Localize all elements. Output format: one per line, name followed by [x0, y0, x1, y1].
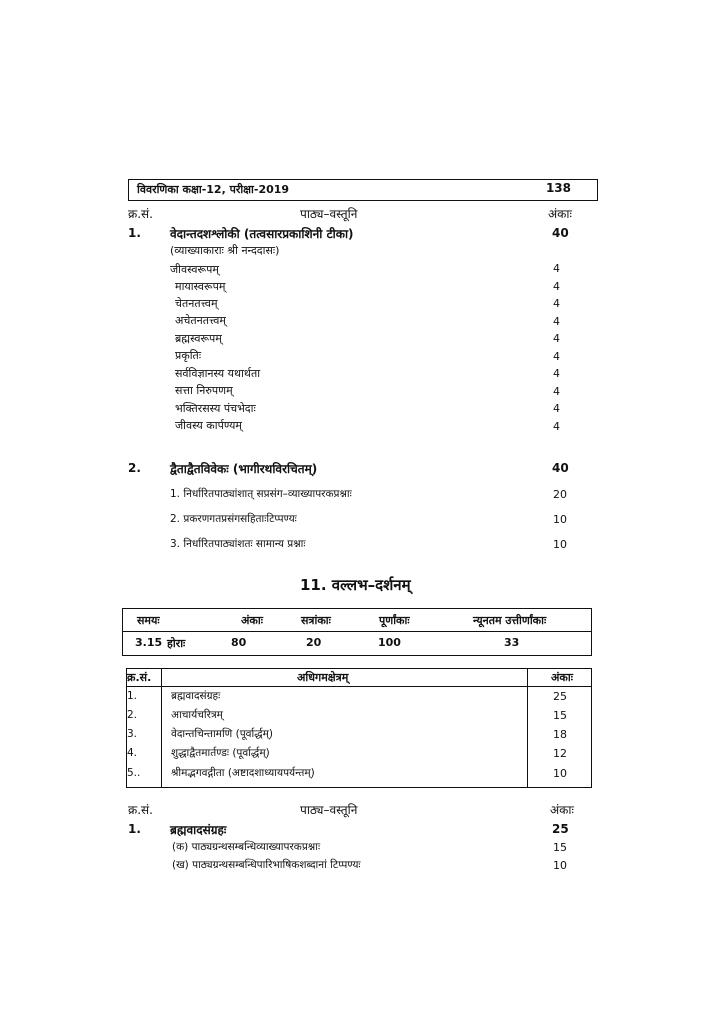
list-item-marks: 4: [553, 297, 560, 310]
table-row-sn: 4.: [127, 747, 138, 759]
list-item: 3. निर्धारितपाठ्यांशतः सामान्य प्रश्नाः: [170, 538, 306, 550]
list-item: अचेतनतत्त्वम्: [175, 314, 226, 327]
section-heading: 11. वल्लभ–दर्शनम्: [300, 576, 411, 594]
exam-v-total: 100: [378, 636, 401, 649]
list-item: 1. निर्धारितपाठ्यांशात् सप्रसंग–व्याख्यापरकप्रश्नाः: [170, 488, 352, 500]
list-item-marks: 10: [553, 513, 567, 526]
list-item-marks: 4: [553, 280, 560, 293]
list-item: सत्ता निरुपणम्: [175, 384, 233, 397]
table-row-marks: 10: [553, 767, 567, 780]
syllabus-h-marks: अंकाः: [551, 671, 573, 684]
exam-v-marks: 80: [231, 636, 247, 649]
t1-col-content: पाठ्य–वस्तूनि: [300, 207, 358, 221]
table-row-area: श्रीमद्भगवद्गीता (अष्टादशाध्यायपर्यन्तम्): [171, 767, 315, 779]
list-item-marks: 4: [553, 262, 560, 275]
t1-col-marks: अंकाः: [548, 207, 572, 221]
header-title: विवरणिका कक्षा-12, परीक्षा-2019: [137, 183, 290, 196]
page-number: 138: [545, 181, 571, 195]
syllabus-box: [126, 668, 592, 788]
t2-col-marks: अंकाः: [550, 803, 574, 817]
exam-v-time-num: 3.15: [135, 636, 163, 649]
table-row-area: शुद्धाद्वैतमार्तण्डः (पूर्वार्द्धम्): [171, 747, 270, 759]
exam-v-time-unit: होराः: [167, 637, 186, 650]
syllabus-col-divider: [527, 669, 528, 787]
table-row-marks: 25: [553, 690, 567, 703]
list-item-marks: 4: [553, 332, 560, 345]
t1-sec1-sub: (व्याख्याकाराः श्री नन्ददासः): [170, 244, 280, 257]
t1-sec1-num: 1.: [128, 226, 141, 240]
header-box: [128, 179, 598, 201]
table-row-marks: 18: [553, 728, 567, 741]
table-row-marks: 15: [553, 709, 567, 722]
t2-col-sn: क्र.सं.: [128, 803, 153, 817]
list-item-marks: 4: [553, 367, 560, 380]
exam-box-divider: [123, 631, 591, 632]
list-item-marks: 4: [553, 350, 560, 363]
exam-h-time: समयः: [137, 614, 160, 627]
table-row-area: वेदान्तचिन्तामणि (पूर्वार्द्धम्): [171, 728, 273, 740]
exam-h-total: पूर्णांकाः: [379, 614, 410, 627]
t1-sec1-title: वेदान्तदशश्लोकी (तत्वसारप्रकाशिनी टीका): [170, 227, 354, 241]
t1-sec2-marks: 40: [552, 461, 569, 475]
exam-info-box: [122, 608, 592, 656]
table-row-sn: 1.: [127, 690, 138, 702]
list-item: जीवस्य कार्पण्यम्: [175, 419, 243, 432]
list-item-marks: 10: [553, 538, 567, 551]
exam-v-min-pass: 33: [504, 636, 520, 649]
table-row-sn: 2.: [127, 709, 138, 721]
t1-sec2-num: 2.: [128, 461, 141, 475]
syllabus-h-sn: क्र.सं.: [127, 671, 152, 684]
t1-sec1-marks: 40: [552, 226, 569, 240]
list-item: (क) पाठ्यग्रन्थसम्बन्धिव्याख्यापरकप्रश्नाः: [172, 841, 321, 853]
t1-sec2-title: द्वैताद्वैतविवेकः (भागीरथविरचितम्): [170, 462, 318, 476]
list-item: ब्रह्मस्वरूपम्: [175, 332, 222, 345]
syllabus-col-divider: [161, 669, 162, 787]
syllabus-header-divider: [127, 686, 591, 687]
list-item: मायास्वरूपम्: [175, 280, 226, 293]
exam-h-session: सत्रांकाः: [301, 614, 331, 627]
list-item: भक्तिरसस्य पंचभेदाः: [175, 402, 256, 415]
list-item-marks: 10: [553, 859, 567, 872]
table-row-sn: 5..: [127, 767, 141, 779]
table-row-sn: 3.: [127, 728, 138, 740]
exam-v-session: 20: [306, 636, 322, 649]
list-item: (ख) पाठ्यग्रन्थसम्बन्धिपारिभाषिकशब्दानां टिप्पण्यः: [172, 859, 361, 871]
list-item-marks: 20: [553, 488, 567, 501]
list-item-marks: 15: [553, 841, 567, 854]
t2-sec1-num: 1.: [128, 822, 141, 836]
table-row-area: आचार्यचरित्रम्: [171, 709, 223, 721]
list-item: प्रकृतिः: [175, 349, 202, 362]
table-row-area: ब्रह्मवादसंग्रहः: [171, 690, 221, 702]
t2-sec1-title: ब्रह्मवादसंग्रहः: [170, 823, 227, 837]
list-item: 2. प्रकरणगतप्रसंगसहिताःटिप्पण्यः: [170, 513, 297, 525]
t2-col-content: पाठ्य–वस्तूनि: [300, 803, 358, 817]
list-item: चेतनतत्त्वम्: [175, 297, 218, 310]
t2-sec1-marks: 25: [552, 822, 569, 836]
list-item: जीवस्वरूपम्: [170, 263, 219, 276]
syllabus-h-area: अधिगमक्षेत्रम्: [297, 671, 349, 684]
list-item-marks: 4: [553, 402, 560, 415]
t1-col-sn: क्र.सं.: [128, 207, 153, 221]
list-item-marks: 4: [553, 385, 560, 398]
list-item-marks: 4: [553, 315, 560, 328]
list-item: सर्वविज्ञानस्य यथार्थता: [175, 367, 261, 380]
list-item-marks: 4: [553, 420, 560, 433]
exam-h-marks: अंकाः: [241, 614, 263, 627]
exam-h-min-pass: न्यूनतम उत्तीर्णांकाः: [473, 614, 547, 627]
table-row-marks: 12: [553, 747, 567, 760]
